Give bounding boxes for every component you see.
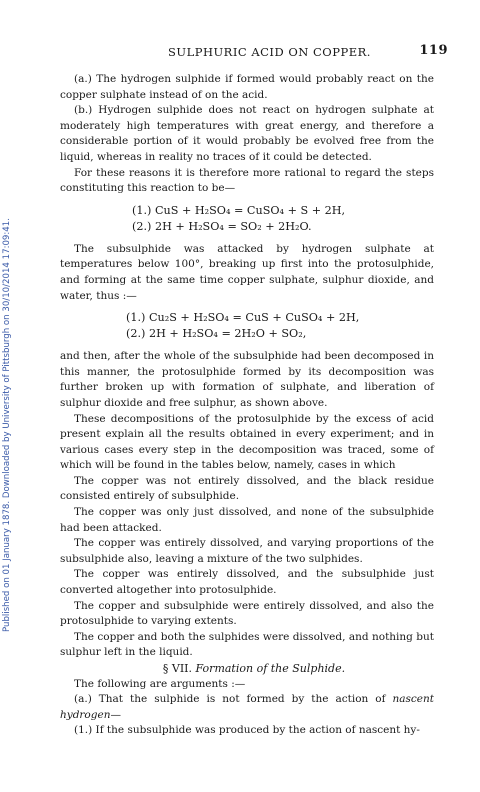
paragraph: The following are arguments :—: [74, 677, 246, 690]
running-head: [60, 44, 448, 60]
paragraph: The subsulphide was attacked by hydrogen sulphate at temperatures below 100°, breaking up first into the protosulphide, and forming at the same time copper sulphate, sulphur dioxide, and water, thus :—: [60, 242, 434, 302]
paragraph: [60, 692, 434, 723]
paragraph: (a.) The hydrogen sulphide if formed would probably react on the copper sulphate instead of on the acid.: [60, 73, 434, 101]
paragraph: (1.) If the subsulphide was produced by the action of nascent hy-: [74, 724, 420, 737]
equation-block: [60, 310, 434, 342]
publication-sidenote: [2, 72, 16, 632]
sidenote-text: Published on 01 January 1878. Downloaded by University of Pittsburgh on 30/10/2014 17:09:41.: [2, 218, 12, 632]
paragraph: (b.) Hydrogen sulphide does not react on hydrogen sulphate at moderately high temperatures with great energy, and therefore a considerable portion of it would probably be evolved free from the liquid, whereas in reality no traces of it could be detected.: [60, 104, 434, 163]
body-text: [60, 72, 434, 739]
running-title: SULPHURIC ACID ON COPPER.: [168, 45, 371, 59]
text-run: (a.) That the sulphide is not formed by the action of: [74, 693, 393, 706]
paragraph: The copper was only just dissolved, and none of the subsulphide had been attacked.: [60, 506, 434, 534]
equation: (2.) 2H + H₂SO₄ = SO₂ + 2H₂O.: [132, 219, 312, 233]
italic-text: nascent hydrogen: [60, 693, 434, 721]
page-number: 119: [419, 43, 448, 58]
equation-block: [60, 203, 434, 235]
equation: (1.) Cu₂S + H₂SO₄ = CuS + CuSO₄ + 2H,: [126, 311, 360, 325]
paragraph: and then, after the whole of the subsulphide had been decomposed in this manner, the protosulphide formed by its decomposition was further broken up with formation of sulphate, and liberation of sulphur dioxide and free sulphur, as shown above.: [60, 350, 434, 409]
text-run: —: [110, 708, 121, 721]
paragraph: The copper was entirely dissolved, and varying proportions of the subsulphide also, leaving a mixture of the two sulphides.: [60, 537, 434, 565]
equation: (1.) CuS + H₂SO₄ = CuSO₄ + S + 2H,: [132, 203, 346, 217]
paragraph: These decompositions of the protosulphide by the excess of acid present explain all the results obtained in every experiment; and in various cases every step in the decomposition was traced, some of which will be found in the tables below, namely, cases in which: [60, 412, 434, 472]
section-number: § VII.: [162, 662, 193, 675]
paragraph: The copper and subsulphide were entirely dissolved, and also the protosulphide to varying extents.: [60, 599, 434, 628]
paragraph: The copper and both the sulphides were dissolved, and nothing but sulphur left in the liquid.: [60, 630, 434, 659]
section-heading: [60, 661, 434, 677]
paragraph: The copper was not entirely dissolved, and the black residue consisted entirely of subsulphide.: [60, 474, 434, 503]
equation: (2.) 2H + H₂SO₄ = 2H₂O + SO₂,: [126, 327, 307, 341]
paragraph: The copper was entirely dissolved, and the subsulphide just converted altogether into protosulphide.: [60, 568, 434, 597]
section-title: Formation of the Sulphide.: [195, 662, 346, 675]
paragraph: For these reasons it is therefore more rational to regard the steps constituting this reaction to be—: [60, 166, 434, 195]
